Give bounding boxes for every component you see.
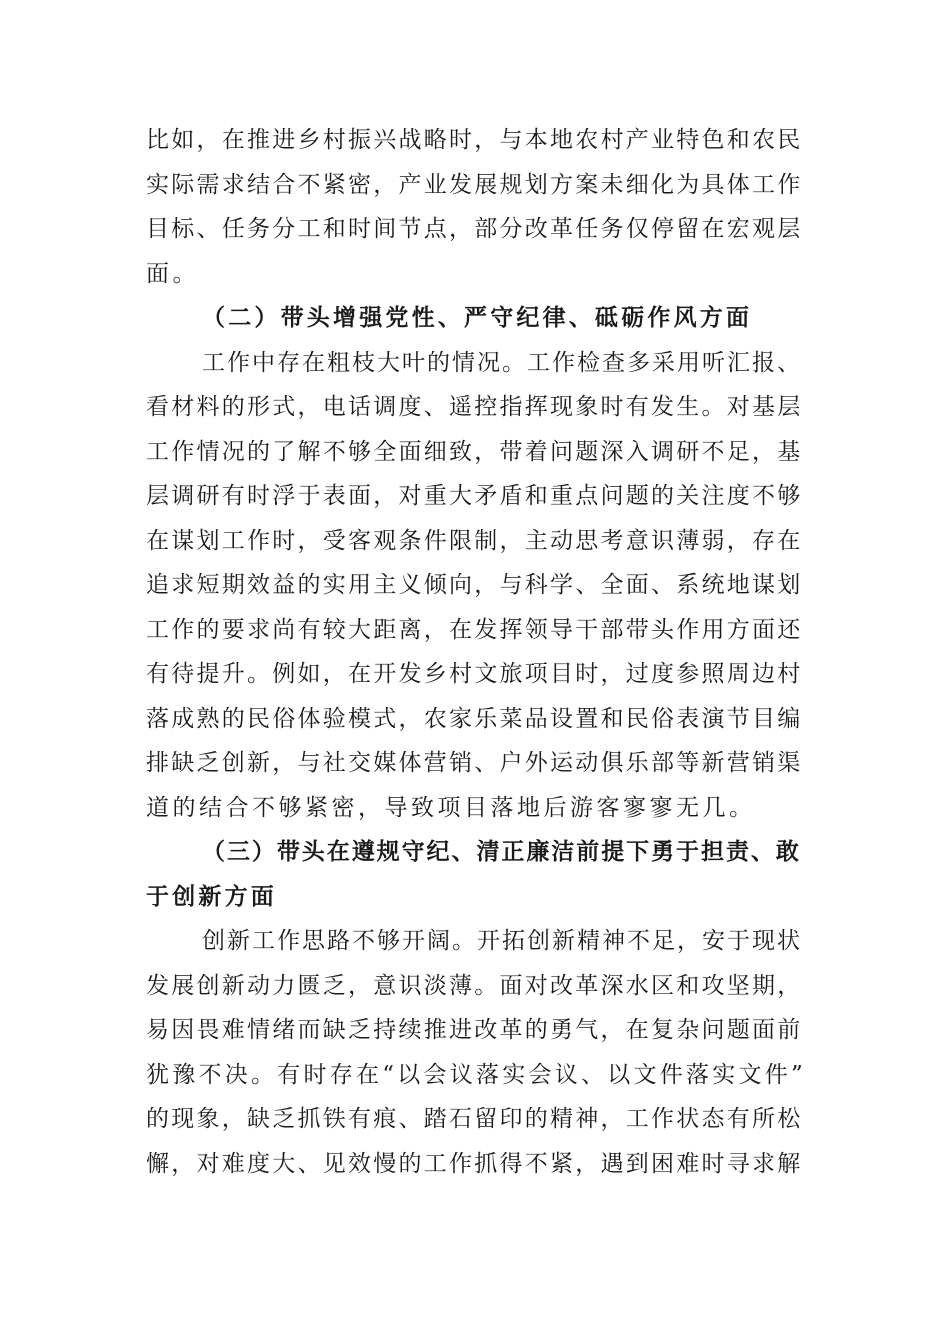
heading-line: （三）带头在遵规守纪、清正廉洁前提下勇于担责、敢 [202, 839, 801, 865]
text-line: 看材料的形式，电话调度、遥控指挥现象时有发生。对基层 [146, 394, 803, 420]
document-page [146, 118, 806, 1186]
text-line: 面。 [146, 260, 199, 287]
text-line: 发展创新动力匮乏，意识淡薄。面对改革深水区和攻坚期， [146, 972, 803, 999]
text-line: 层调研有时浮于表面，对重大矛盾和重点问题的关注度不够 [146, 483, 803, 509]
text-line: 比如，在推进乡村振兴战略时，与本地农村产业特色和农民 [146, 127, 803, 153]
paragraph-section-2 [146, 341, 806, 831]
section-heading-2 [146, 296, 806, 341]
text-line: 工作的要求尚有较大距离，在发挥领导干部带头作用方面还 [146, 616, 803, 643]
text-line: 工作中存在粗枝大叶的情况。工作检查多采用听汇报、 [202, 349, 802, 376]
text-line: 追求短期效益的实用主义倾向，与科学、全面、系统地谋划 [146, 572, 803, 598]
text-line: 在谋划工作时，受客观条件限制，主动思考意识薄弱，存在 [146, 527, 803, 554]
text-line: 道的结合不够紧密，导致项目落地后游客寥寥无几。 [146, 794, 756, 821]
text-line: 实际需求结合不紧密，产业发展规划方案未细化为具体工作 [146, 171, 803, 198]
heading-line: 于创新方面 [146, 883, 277, 910]
text-line: 排缺乏创新，与社交媒体营销、户外运动俱乐部等新营销渠 [146, 750, 803, 776]
text-line: 目标、任务分工和时间节点，部分改革任务仅停留在宏观层 [146, 216, 803, 242]
text-line: 有待提升。例如，在开发乡村文旅项目时，过度参照周边村 [146, 661, 803, 687]
text-line: 犹豫不决。有时存在“以会议落实会议、以文件落实文件” [146, 1061, 807, 1088]
text-line: 创新工作思路不够开阔。开拓创新精神不足，安于现状 [202, 928, 802, 954]
text-line: 易因畏难情绪而缺乏持续推进改革的勇气，在复杂问题面前 [146, 1017, 803, 1043]
heading-line: （二）带头增强党性、严守纪律、砥砺作风方面 [202, 305, 753, 331]
section-heading-3 [146, 830, 806, 919]
paragraph-continuation [146, 118, 806, 296]
text-line: 的现象，缺乏抓铁有痕、踏石留印的精神，工作状态有所松 [146, 1106, 803, 1132]
text-line: 落成熟的民俗体验模式，农家乐菜品设置和民俗表演节目编 [146, 705, 803, 732]
text-line: 懈，对难度大、见效慢的工作抓得不紧，遇到困难时寻求解 [146, 1150, 803, 1177]
paragraph-section-3 [146, 919, 806, 1186]
text-line: 工作情况的了解不够全面细致，带着问题深入调研不足，基 [146, 438, 803, 465]
